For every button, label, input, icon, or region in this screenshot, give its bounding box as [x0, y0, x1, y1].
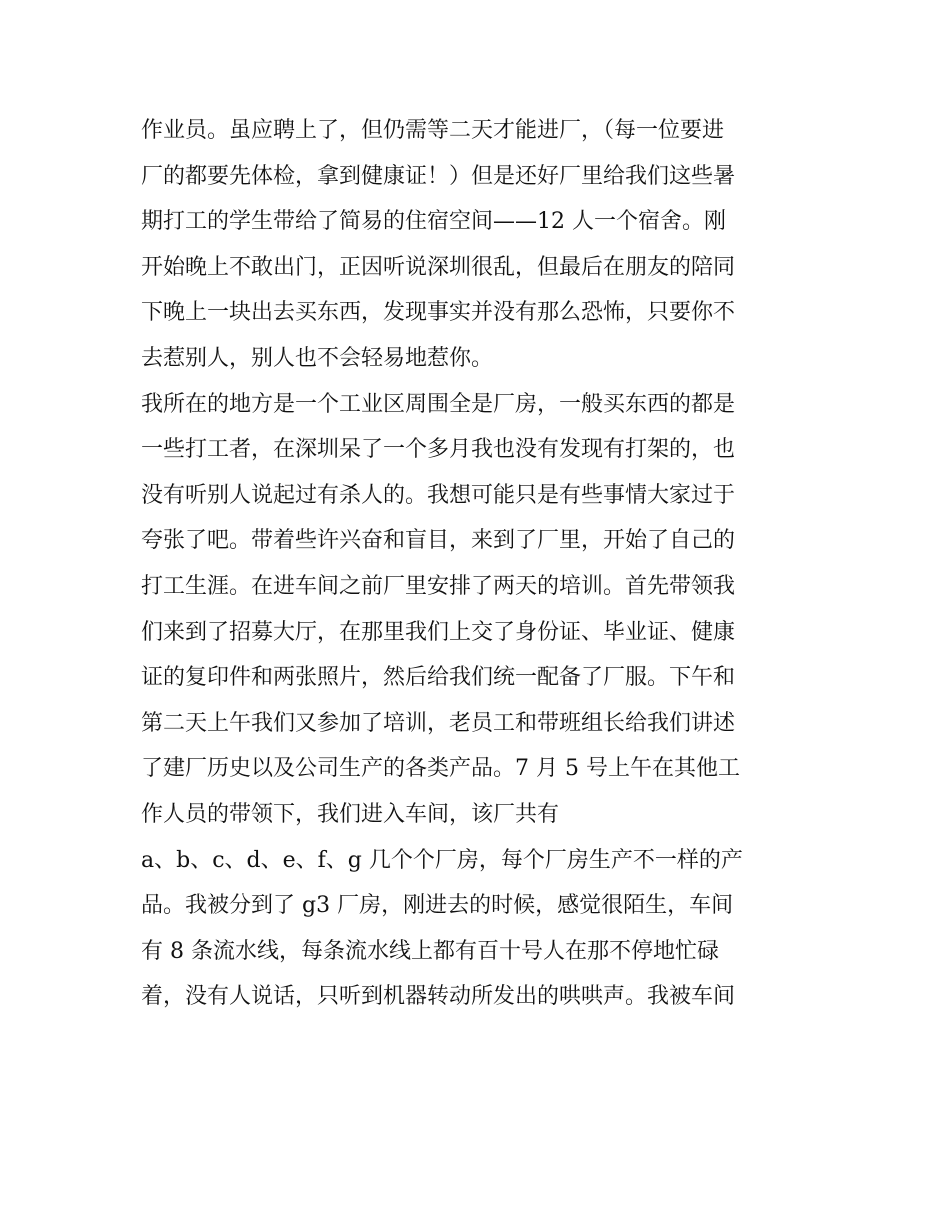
text-line: 有 8 条流水线，每条流水线上都有百十号人在那不停地忙碌 — [141, 938, 719, 964]
text-line: 第二天上午我们又参加了培训，老员工和带班组长给我们讲述 — [141, 710, 736, 736]
body-text — [141, 108, 831, 1020]
text-line: 期打工的学生带给了简易的住宿空间——12 人一个宿舍。刚 — [141, 209, 726, 235]
text-line: 夸张了吧。带着些许兴奋和盲目，来到了厂里，开始了自己的 — [141, 528, 736, 554]
text-line: a、b、c、d、e、f、g 几个个厂房，每个厂房生产不一样的产 — [141, 847, 743, 873]
text-line: 证的复印件和两张照片，然后给我们统一配备了厂服。下午和 — [141, 665, 736, 691]
text-line: 品。我被分到了 g3 厂房，刚进去的时候，感觉很陌生，车间 — [141, 893, 734, 919]
text-line: 作人员的带领下，我们进入车间，该厂共有 — [141, 801, 560, 827]
text-line: 作业员。虽应聘上了，但仍需等二天才能进厂，（每一位要进 — [141, 118, 725, 143]
text-line: 开始晚上不敢出门，正因听说深圳很乱，但最后在朋友的陪同 — [141, 254, 736, 280]
text-line: 一些打工者，在深圳呆了一个多月我也没有发现有打架的，也 — [141, 437, 736, 463]
text-line: 打工生涯。在进车间之前厂里安排了两天的培训。首先带领我 — [141, 573, 736, 599]
text-line: 我所在的地方是一个工业区周围全是厂房，一般买东西的都是 — [141, 391, 736, 417]
text-line: 没有听别人说起过有杀人的。我想可能只是有些事情大家过于 — [141, 482, 736, 508]
text-line: 了建厂历史以及公司生产的各类产品。7 月 5 号上午在其他工 — [141, 756, 740, 782]
text-line: 去惹别人，别人也不会轻易地惹你。 — [141, 345, 494, 371]
text-line: 厂的都要先体检，拿到健康证！）但是还好厂里给我们这些暑 — [141, 163, 736, 189]
text-line: 们来到了招募大厅，在那里我们上交了身份证、毕业证、健康 — [141, 619, 736, 645]
text-line: 着，没有人说话，只听到机器转动所发出的哄哄声。我被车间 — [141, 984, 736, 1010]
text-line: 下晚上一块出去买东西，发现事实并没有那么恐怖，只要你不 — [141, 300, 736, 326]
